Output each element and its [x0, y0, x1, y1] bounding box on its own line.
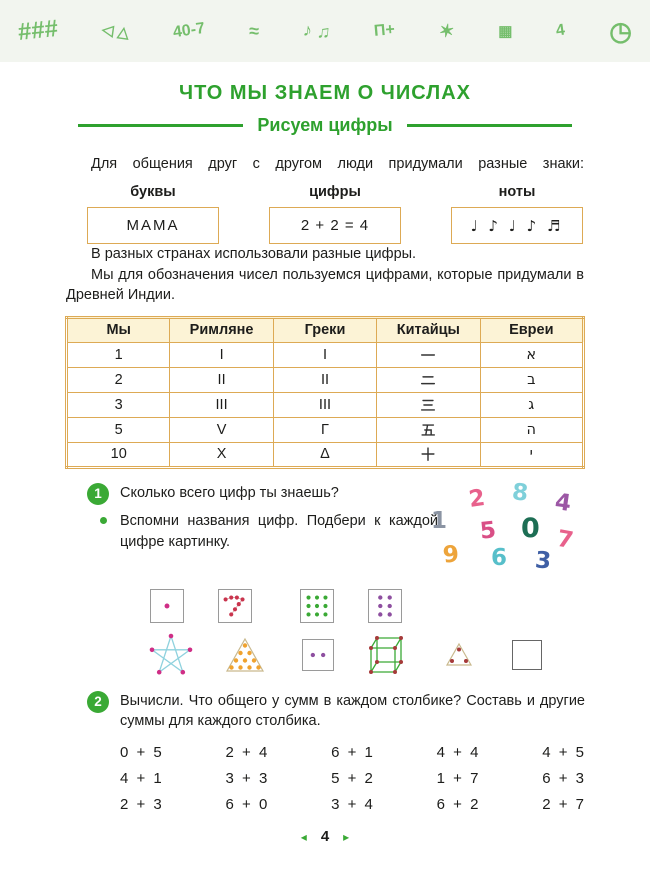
- chinese-numeral-one: [377, 342, 480, 367]
- col-header-we: Мы: [67, 317, 170, 342]
- paragraph-countries: В разных странах использовали разные цифры.: [91, 246, 417, 262]
- sum-expression: 4 + 1: [120, 769, 162, 787]
- sum-expression: 6 + 2: [436, 795, 479, 813]
- cell: ב: [480, 367, 583, 392]
- cell: ה: [480, 417, 583, 442]
- doodle-numbers-icon: 40-7: [172, 19, 207, 42]
- doodle-triangles-icon: ◁ △: [100, 21, 131, 42]
- sum-column-6: [226, 744, 268, 822]
- cell: II: [170, 367, 273, 392]
- cell: II: [273, 367, 376, 392]
- sum-expression: 5 + 2: [331, 769, 373, 787]
- cell: 3: [67, 392, 170, 417]
- table-header-row: [67, 317, 584, 342]
- chapter-title: ЧТО МЫ ЗНАЕМ О ЧИСЛАХ: [179, 82, 471, 104]
- sum-columns: [120, 744, 584, 822]
- scattered-digit: 5: [478, 516, 498, 545]
- chinese-numeral-three: [377, 392, 480, 417]
- sum-column-9: [542, 744, 584, 822]
- scattered-digit: 2: [467, 484, 487, 513]
- cell: 10: [67, 442, 170, 467]
- task-2-text: Вычисли. Что общего у сумм в каждом столбике? Составь и другие суммы для каждого столбика.: [120, 692, 585, 730]
- sum-expression: 4 + 5: [542, 743, 584, 761]
- col-header-greeks: Греки: [273, 317, 376, 342]
- page-footer: [0, 828, 650, 845]
- sum-expression: 2 + 4: [225, 743, 268, 761]
- col-header-hebrews: Евреи: [480, 317, 583, 342]
- doodle-scribble-icon: ≈: [249, 20, 260, 41]
- sum-expression: 2 + 3: [120, 795, 162, 813]
- paragraph-india: Мы для обозначения чисел пользуемся цифрами, которые придумали в Древней Индии.: [66, 266, 584, 304]
- title-rule-left: [78, 124, 243, 127]
- sign-digits: [260, 184, 410, 244]
- lesson-title-row: [78, 115, 572, 136]
- page-number: 4: [320, 828, 330, 845]
- doodle-music-notes-icon: ♪ ♫: [302, 19, 332, 42]
- cell: I: [273, 342, 376, 367]
- signs-row: [78, 184, 592, 244]
- sum-expression: 6 + 0: [225, 795, 268, 813]
- triangle-three-dots[interactable]: [444, 641, 474, 668]
- sign-letters: [78, 184, 228, 244]
- scattered-digit: 1: [431, 507, 448, 534]
- cell: 1: [67, 342, 170, 367]
- cell: א: [480, 342, 583, 367]
- next-page-icon[interactable]: ▸: [343, 829, 350, 844]
- sign-letters-label: буквы: [130, 184, 176, 200]
- doodle-star-icon: ✶: [437, 19, 457, 42]
- scattered-digit: 6: [491, 544, 508, 571]
- sum-column-7: [331, 744, 373, 822]
- doodle-band: [0, 0, 650, 62]
- sum-expression: 4 + 4: [436, 743, 479, 761]
- sum-expression: 2 + 7: [542, 795, 584, 813]
- numerals-table: [65, 316, 585, 469]
- card-nine-dots[interactable]: [300, 589, 334, 623]
- col-header-romans: Римляне: [170, 317, 273, 342]
- cell: X: [170, 442, 273, 467]
- scattered-digit: 8: [510, 478, 530, 507]
- doodle-hash-icon: ###: [16, 14, 60, 47]
- cell: I: [170, 342, 273, 367]
- table-row: [67, 342, 584, 367]
- picture-cards-row-1: [65, 589, 650, 623]
- table-row: [67, 442, 584, 467]
- sign-letters-example: МАМА: [87, 207, 219, 244]
- star-five-dots[interactable]: [148, 633, 194, 677]
- sign-digits-label: цифры: [309, 184, 361, 200]
- cell: י: [480, 442, 583, 467]
- scattered-digit: 7: [554, 525, 576, 554]
- cell: Δ: [273, 442, 376, 467]
- empty-square-card[interactable]: [512, 640, 542, 670]
- chinese-numeral-two: [377, 367, 480, 392]
- cell: 5: [67, 417, 170, 442]
- task-1-number-badge: 1: [87, 483, 109, 505]
- bullet-icon: [100, 517, 107, 524]
- sign-notes-label: ноты: [498, 184, 536, 200]
- table-row: [67, 367, 584, 392]
- col-header-chinese: Китайцы: [377, 317, 480, 342]
- scattered-digit: 0: [521, 512, 540, 544]
- scattered-digit: 4: [553, 488, 573, 517]
- chinese-numeral-ten: [377, 442, 480, 467]
- cell: Γ: [273, 417, 376, 442]
- cell: III: [170, 392, 273, 417]
- sign-notes: [442, 184, 592, 244]
- doodle-digit-icon: 4: [555, 21, 567, 40]
- task-1: [65, 478, 585, 579]
- cell: III: [273, 392, 376, 417]
- sign-digits-example: 2 + 2 = 4: [269, 207, 401, 244]
- triangle-ten-dots[interactable]: [224, 636, 266, 674]
- cell: 2: [67, 367, 170, 392]
- doodle-letters-icon: П+: [373, 21, 396, 40]
- sum-expression: 0 + 5: [120, 743, 162, 761]
- sum-column-5: [120, 744, 162, 822]
- card-seven-dots[interactable]: [218, 589, 252, 623]
- task-2: [65, 691, 585, 732]
- sum-expression: 3 + 4: [331, 795, 373, 813]
- prev-page-icon[interactable]: ◂: [300, 829, 307, 844]
- card-two-dots[interactable]: [302, 639, 334, 671]
- sign-notes-example: ♩ ♪ ♩ ♪ ♬: [451, 207, 583, 244]
- sum-expression: 3 + 3: [225, 769, 268, 787]
- scattered-digit: 9: [441, 540, 461, 569]
- cell: ג: [480, 392, 583, 417]
- doodle-clock-icon: ◷: [609, 15, 632, 46]
- task-1-bullet-item: [120, 511, 585, 552]
- sum-expression: 1 + 7: [436, 769, 479, 787]
- title-rule-right: [407, 124, 572, 127]
- doodle-building-icon: ▦: [498, 23, 513, 40]
- picture-cards-row-2: [65, 633, 650, 677]
- task-1-text: Сколько всего цифр ты знаешь?: [120, 484, 339, 501]
- scattered-digit: 3: [533, 547, 553, 575]
- sum-expression: 6 + 3: [542, 769, 584, 787]
- intro-text: Для общения друг с другом люди придумали разные знаки:: [91, 156, 584, 172]
- sum-expression: 6 + 1: [331, 743, 373, 761]
- cell: V: [170, 417, 273, 442]
- card-six-dots[interactable]: [368, 589, 402, 623]
- sum-column-8: [437, 744, 479, 822]
- lesson-title: Рисуем цифры: [257, 115, 393, 135]
- cube-eight-dots[interactable]: [364, 633, 408, 677]
- chinese-numeral-five: [377, 417, 480, 442]
- task-2-number-badge: 2: [87, 691, 109, 713]
- table-row: [67, 392, 584, 417]
- task-1-bullet-text: Вспомни названия цифр. Подбери к каждой цифре картинку.: [120, 513, 438, 550]
- table-row: [67, 417, 584, 442]
- card-one-dot[interactable]: [150, 589, 184, 623]
